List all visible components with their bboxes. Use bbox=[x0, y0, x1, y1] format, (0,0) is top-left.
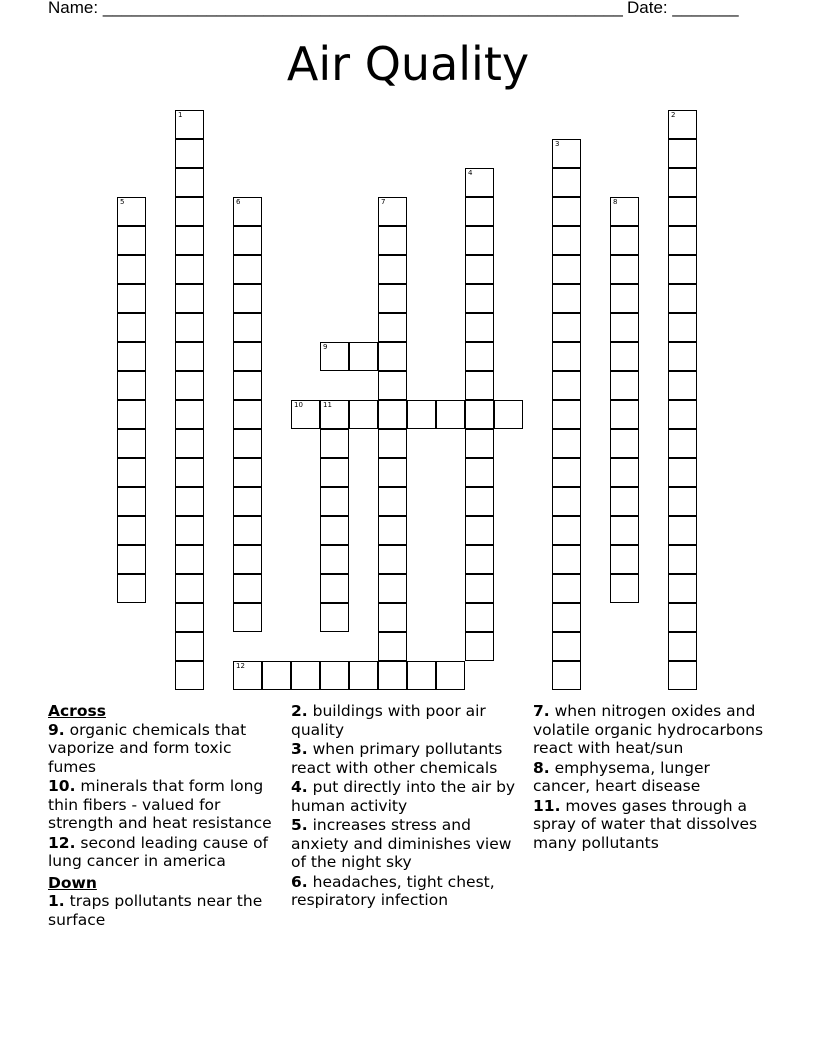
grid-cell[interactable] bbox=[117, 342, 146, 371]
across-heading: Across bbox=[48, 702, 106, 720]
grid-cell[interactable] bbox=[233, 226, 262, 255]
grid-cell[interactable] bbox=[465, 371, 494, 400]
grid-cell[interactable] bbox=[465, 632, 494, 661]
grid-cell[interactable] bbox=[233, 661, 262, 690]
grid-cell[interactable] bbox=[175, 371, 204, 400]
grid-cell[interactable] bbox=[117, 545, 146, 574]
grid-cell[interactable] bbox=[233, 342, 262, 371]
clue-across-12: 12. second leading cause of lung cancer in america bbox=[48, 833, 269, 870]
clue-down-8: 8. emphysema, lunger cancer, heart disease bbox=[533, 758, 710, 795]
grid-cell[interactable] bbox=[233, 516, 262, 545]
grid-cell[interactable] bbox=[465, 313, 494, 342]
grid-cell[interactable] bbox=[117, 313, 146, 342]
grid-cell[interactable] bbox=[233, 458, 262, 487]
grid-cell[interactable] bbox=[378, 226, 407, 255]
grid-cell[interactable] bbox=[610, 284, 639, 313]
grid-cell[interactable] bbox=[436, 400, 465, 429]
grid-cell[interactable] bbox=[378, 545, 407, 574]
clue-number: 7 bbox=[381, 198, 386, 206]
grid-cell[interactable] bbox=[378, 342, 407, 371]
grid-cell[interactable] bbox=[668, 400, 697, 429]
grid-cell[interactable] bbox=[175, 429, 204, 458]
grid-cell[interactable] bbox=[465, 603, 494, 632]
clue-down-2: 2. buildings with poor air quality bbox=[291, 702, 486, 739]
grid-cell[interactable] bbox=[610, 255, 639, 284]
grid-cell[interactable] bbox=[378, 487, 407, 516]
clue-column-2 bbox=[291, 702, 525, 911]
grid-cell[interactable] bbox=[552, 371, 581, 400]
grid-cell[interactable] bbox=[117, 255, 146, 284]
grid-cell[interactable] bbox=[668, 516, 697, 545]
grid-cell[interactable] bbox=[175, 168, 204, 197]
grid-cell[interactable] bbox=[233, 545, 262, 574]
grid-cell[interactable] bbox=[378, 429, 407, 458]
clue-number: 5 bbox=[120, 198, 125, 206]
grid-cell[interactable] bbox=[552, 603, 581, 632]
grid-cell[interactable] bbox=[552, 313, 581, 342]
grid-cell[interactable] bbox=[175, 284, 204, 313]
grid-cell[interactable] bbox=[117, 284, 146, 313]
grid-cell[interactable] bbox=[175, 110, 204, 139]
date-line: _______ bbox=[672, 0, 739, 17]
grid-cell[interactable] bbox=[117, 574, 146, 603]
grid-cell[interactable] bbox=[117, 226, 146, 255]
clue-down-6: 6. headaches, tight chest, respiratory infection bbox=[291, 872, 495, 909]
grid-cell[interactable] bbox=[378, 458, 407, 487]
grid-cell[interactable] bbox=[552, 226, 581, 255]
clue-column-3 bbox=[533, 702, 769, 853]
grid-cell[interactable] bbox=[320, 342, 349, 371]
clue-down-11: 11. moves gases through a spray of water that dissolves many pollutants bbox=[533, 796, 758, 852]
grid-cell[interactable] bbox=[668, 110, 697, 139]
grid-cell[interactable] bbox=[378, 516, 407, 545]
clue-number: 2 bbox=[671, 111, 676, 119]
grid-cell[interactable] bbox=[465, 545, 494, 574]
grid-cell[interactable] bbox=[552, 139, 581, 168]
grid-cell[interactable] bbox=[465, 516, 494, 545]
grid-cell[interactable] bbox=[465, 168, 494, 197]
grid-cell[interactable] bbox=[552, 545, 581, 574]
grid-cell[interactable] bbox=[465, 574, 494, 603]
grid-cell[interactable] bbox=[552, 487, 581, 516]
clue-down-3: 3. when primary pollutants react with other chemicals bbox=[291, 740, 503, 777]
grid-cell[interactable] bbox=[233, 487, 262, 516]
grid-cell[interactable] bbox=[117, 197, 146, 226]
grid-cell[interactable] bbox=[668, 661, 697, 690]
page-title: Air Quality bbox=[286, 37, 530, 91]
grid-cell[interactable] bbox=[175, 516, 204, 545]
grid-cell[interactable] bbox=[175, 632, 204, 661]
grid-cell[interactable] bbox=[668, 632, 697, 661]
grid-cell[interactable] bbox=[378, 313, 407, 342]
grid-cell[interactable] bbox=[668, 371, 697, 400]
clue-across-10: 10. minerals that form long thin fibers - valued for strength and heat resistance bbox=[48, 777, 272, 832]
grid-cell[interactable] bbox=[175, 458, 204, 487]
grid-cell[interactable] bbox=[465, 487, 494, 516]
grid-cell[interactable] bbox=[349, 342, 378, 371]
clue-down-4: 4. put directly into the air by human activity bbox=[291, 778, 516, 815]
grid-cell[interactable] bbox=[378, 284, 407, 313]
grid-cell[interactable] bbox=[610, 487, 639, 516]
grid-cell[interactable] bbox=[117, 429, 146, 458]
grid-cell[interactable] bbox=[233, 284, 262, 313]
grid-cell[interactable] bbox=[436, 661, 465, 690]
grid-cell[interactable] bbox=[117, 487, 146, 516]
date-label: Date: bbox=[627, 0, 668, 17]
grid-cell[interactable] bbox=[668, 197, 697, 226]
grid-cell[interactable] bbox=[262, 661, 291, 690]
grid-cell[interactable] bbox=[349, 400, 378, 429]
grid-cell[interactable] bbox=[610, 574, 639, 603]
clue-number: 11 bbox=[323, 401, 332, 409]
grid-cell[interactable] bbox=[233, 313, 262, 342]
grid-cell[interactable] bbox=[117, 371, 146, 400]
grid-cell[interactable] bbox=[668, 255, 697, 284]
clue-number: 4 bbox=[468, 169, 473, 177]
grid-cell[interactable] bbox=[668, 458, 697, 487]
grid-cell[interactable] bbox=[668, 139, 697, 168]
grid-cell[interactable] bbox=[233, 603, 262, 632]
grid-cell[interactable] bbox=[175, 487, 204, 516]
grid-cell[interactable] bbox=[668, 545, 697, 574]
grid-cell[interactable] bbox=[175, 400, 204, 429]
grid-cell[interactable] bbox=[465, 400, 494, 429]
name-field bbox=[48, 0, 623, 18]
grid-cell[interactable] bbox=[552, 400, 581, 429]
grid-cell[interactable] bbox=[494, 400, 523, 429]
grid-cell[interactable] bbox=[552, 661, 581, 690]
grid-cell[interactable] bbox=[668, 487, 697, 516]
grid-cell[interactable] bbox=[552, 168, 581, 197]
grid-cell[interactable] bbox=[407, 400, 436, 429]
grid-cell[interactable] bbox=[291, 661, 320, 690]
grid-cell[interactable] bbox=[668, 313, 697, 342]
grid-cell[interactable] bbox=[378, 371, 407, 400]
grid-cell[interactable] bbox=[175, 226, 204, 255]
grid-cell[interactable] bbox=[320, 574, 349, 603]
grid-cell[interactable] bbox=[552, 429, 581, 458]
grid-cell[interactable] bbox=[610, 545, 639, 574]
grid-cell[interactable] bbox=[320, 545, 349, 574]
grid-cell[interactable] bbox=[552, 516, 581, 545]
grid-cell[interactable] bbox=[233, 197, 262, 226]
grid-cell[interactable] bbox=[175, 197, 204, 226]
grid-cell[interactable] bbox=[320, 661, 349, 690]
down-heading: Down bbox=[48, 873, 97, 892]
grid-cell[interactable] bbox=[378, 574, 407, 603]
grid-cell[interactable] bbox=[668, 342, 697, 371]
grid-cell[interactable] bbox=[175, 342, 204, 371]
grid-cell[interactable] bbox=[465, 197, 494, 226]
grid-cell[interactable] bbox=[610, 197, 639, 226]
grid-cell[interactable] bbox=[465, 284, 494, 313]
grid-cell[interactable] bbox=[668, 168, 697, 197]
grid-cell[interactable] bbox=[610, 342, 639, 371]
grid-cell[interactable] bbox=[291, 400, 320, 429]
grid-cell[interactable] bbox=[552, 284, 581, 313]
clue-column-1 bbox=[48, 702, 284, 930]
grid-cell[interactable] bbox=[378, 197, 407, 226]
grid-cell[interactable] bbox=[175, 139, 204, 168]
grid-cell[interactable] bbox=[233, 255, 262, 284]
name-line: _______________________________________________________ bbox=[102, 0, 623, 17]
clue-number: 1 bbox=[178, 111, 183, 119]
grid-cell[interactable] bbox=[175, 603, 204, 632]
grid-cell[interactable] bbox=[175, 574, 204, 603]
grid-cell[interactable] bbox=[465, 226, 494, 255]
grid-cell[interactable] bbox=[175, 255, 204, 284]
grid-cell[interactable] bbox=[320, 603, 349, 632]
grid-cell[interactable] bbox=[175, 313, 204, 342]
clue-number: 3 bbox=[555, 140, 560, 148]
grid-cell[interactable] bbox=[117, 516, 146, 545]
name-label: Name: bbox=[48, 0, 99, 17]
grid-cell[interactable] bbox=[668, 574, 697, 603]
grid-cell[interactable] bbox=[175, 545, 204, 574]
grid-cell[interactable] bbox=[378, 661, 407, 690]
grid-cell[interactable] bbox=[378, 603, 407, 632]
clue-number: 9 bbox=[323, 343, 328, 351]
grid-cell[interactable] bbox=[233, 371, 262, 400]
grid-cell[interactable] bbox=[552, 342, 581, 371]
grid-cell[interactable] bbox=[117, 458, 146, 487]
grid-cell[interactable] bbox=[378, 400, 407, 429]
grid-cell[interactable] bbox=[349, 661, 378, 690]
grid-cell[interactable] bbox=[668, 226, 697, 255]
grid-cell[interactable] bbox=[610, 226, 639, 255]
clue-number: 10 bbox=[294, 401, 303, 409]
grid-cell[interactable] bbox=[610, 371, 639, 400]
clue-number: 12 bbox=[236, 662, 245, 670]
grid-cell[interactable] bbox=[610, 458, 639, 487]
grid-cell[interactable] bbox=[610, 429, 639, 458]
grid-cell[interactable] bbox=[407, 661, 436, 690]
grid-cell[interactable] bbox=[552, 255, 581, 284]
grid-cell[interactable] bbox=[320, 400, 349, 429]
date-field bbox=[627, 0, 739, 18]
grid-cell[interactable] bbox=[668, 429, 697, 458]
grid-cell[interactable] bbox=[320, 516, 349, 545]
grid-cell[interactable] bbox=[320, 429, 349, 458]
grid-cell[interactable] bbox=[378, 255, 407, 284]
grid-cell[interactable] bbox=[378, 632, 407, 661]
clue-down-5: 5. increases stress and anxiety and diminishes view of the night sky bbox=[291, 816, 512, 871]
grid-cell[interactable] bbox=[465, 429, 494, 458]
grid-cell[interactable] bbox=[233, 574, 262, 603]
grid-cell[interactable] bbox=[552, 632, 581, 661]
grid-cell[interactable] bbox=[610, 313, 639, 342]
clue-down-7: 7. when nitrogen oxides and volatile organic hydrocarbons react with heat/sun bbox=[533, 702, 764, 757]
grid-cell[interactable] bbox=[610, 400, 639, 429]
grid-cell[interactable] bbox=[668, 284, 697, 313]
clue-down-1: 1. traps pollutants near the surface bbox=[48, 892, 263, 929]
grid-cell[interactable] bbox=[320, 458, 349, 487]
grid-cell[interactable] bbox=[117, 400, 146, 429]
grid-cell[interactable] bbox=[465, 458, 494, 487]
clue-across-9: 9. organic chemicals that vaporize and form toxic fumes bbox=[48, 720, 247, 776]
clue-number: 8 bbox=[613, 198, 618, 206]
grid-cell[interactable] bbox=[233, 429, 262, 458]
grid-cell[interactable] bbox=[465, 255, 494, 284]
grid-cell[interactable] bbox=[668, 603, 697, 632]
grid-cell[interactable] bbox=[465, 342, 494, 371]
grid-cell[interactable] bbox=[610, 516, 639, 545]
clue-number: 6 bbox=[236, 198, 241, 206]
grid-cell[interactable] bbox=[320, 487, 349, 516]
grid-cell[interactable] bbox=[552, 197, 581, 226]
grid-cell[interactable] bbox=[552, 458, 581, 487]
grid-cell[interactable] bbox=[233, 400, 262, 429]
grid-cell[interactable] bbox=[552, 574, 581, 603]
grid-cell[interactable] bbox=[175, 661, 204, 690]
